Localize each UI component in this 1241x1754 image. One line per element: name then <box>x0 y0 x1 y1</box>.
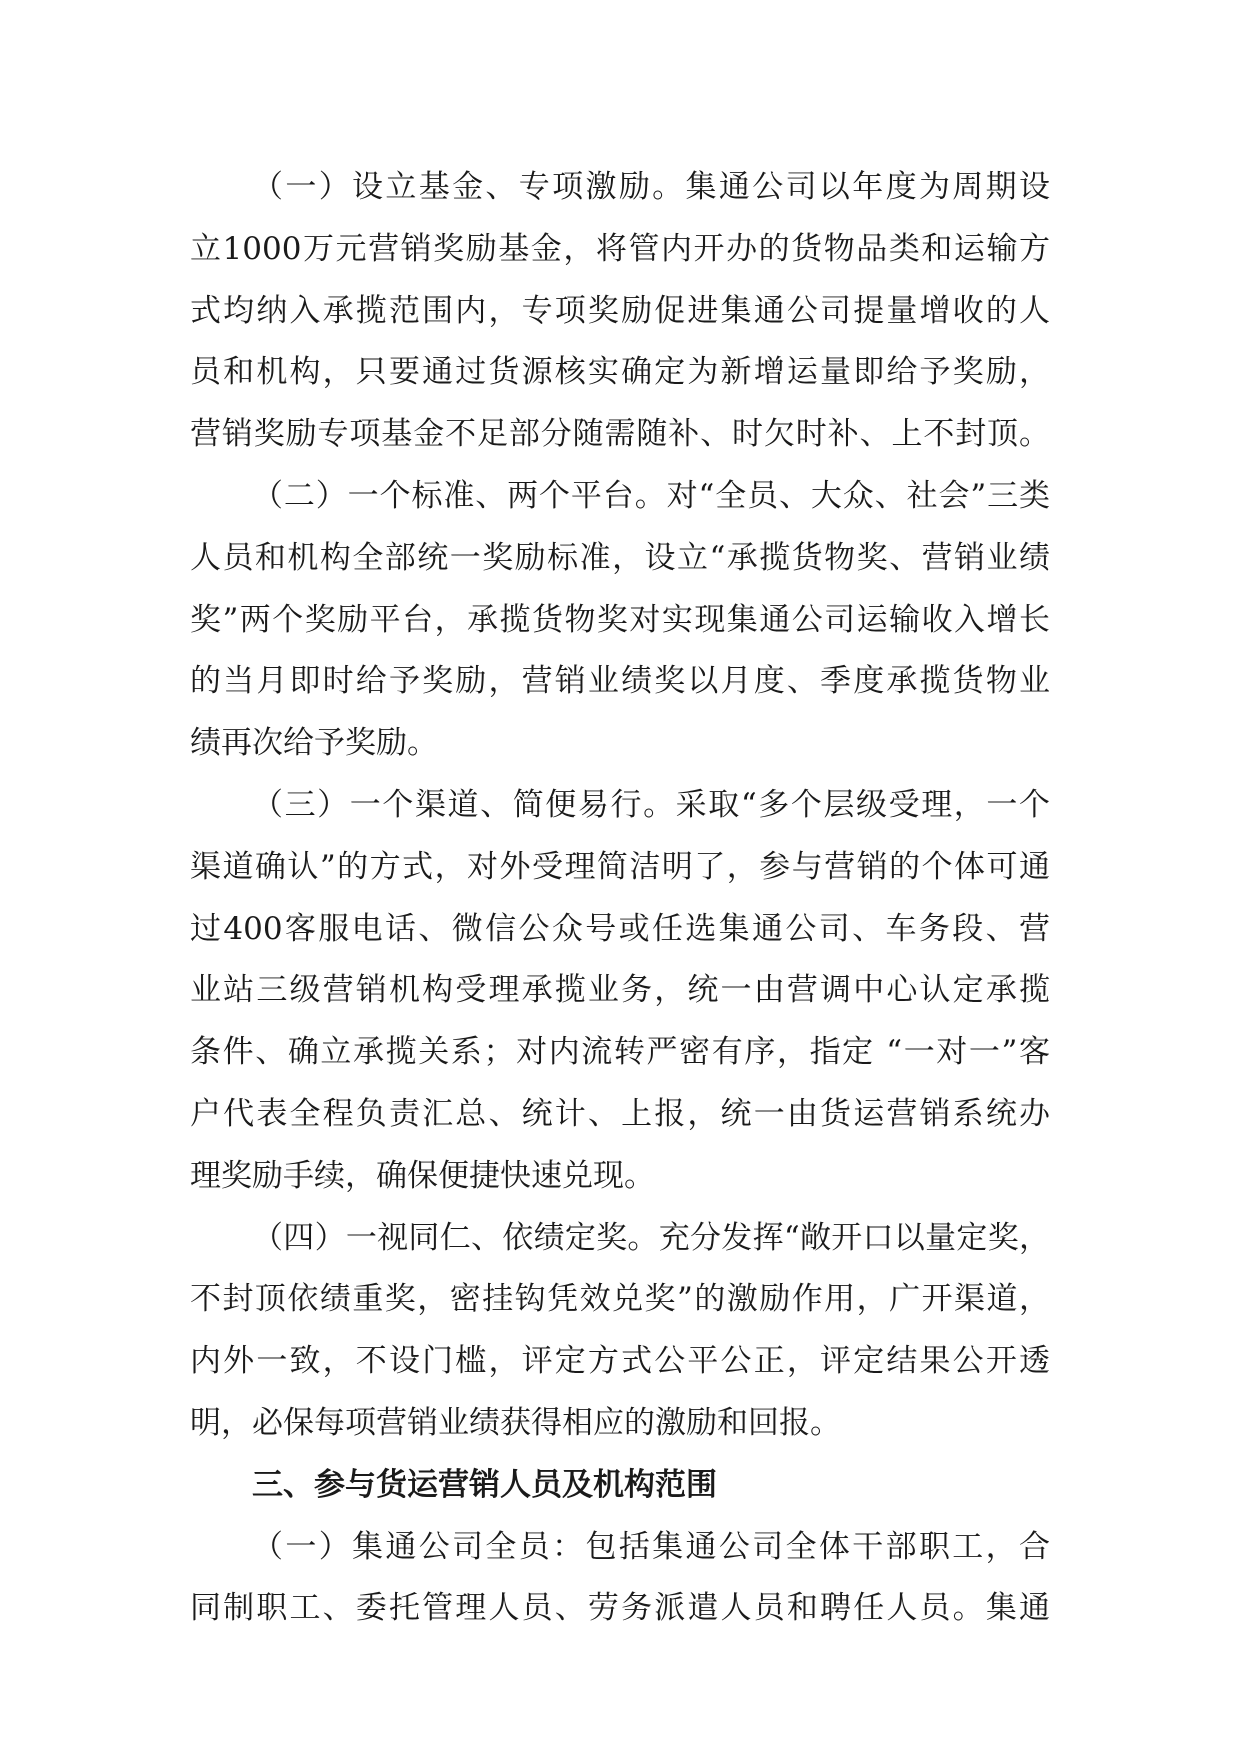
text-line: （四）一视同仁、依绩定奖。充分发挥“敞开口以量定奖， <box>252 1219 1050 1256</box>
text-line: （二）一个标准、两个平台。对“全员、大众、社会”三类 <box>252 477 1050 514</box>
text-line: （一）设立基金、专项激励。集通公司以年度为周期设 <box>252 169 1050 205</box>
text-line: 内外一致，不设门槛，评定方式公平公正，评定结果公开透 <box>190 1343 1050 1380</box>
document-body <box>190 157 1050 1640</box>
text-line: 同制职工、委托管理人员、劳务派遣人员和聘任人员。集通 <box>190 1590 1050 1627</box>
text-line: 渠道确认”的方式，对外受理简洁明了，参与营销的个体可通 <box>190 848 1050 885</box>
section-heading: 三、参与货运营销人员及机构范围 <box>252 1466 717 1503</box>
text-line: （三）一个渠道、简便易行。采取“多个层级受理，一个 <box>252 786 1050 823</box>
text-line: 人员和机构全部统一奖励标准，设立“承揽货物奖、营销业绩 <box>190 539 1050 576</box>
text-line: 员和机构，只要通过货源核实确定为新增运量即给予奖励， <box>190 354 1050 391</box>
text-line: 业站三级营销机构受理承揽业务，统一由营调中心认定承揽 <box>190 972 1050 1009</box>
text-line: 奖”两个奖励平台，承揽货物奖对实现集通公司运输收入增长 <box>190 601 1050 638</box>
text-line: 的当月即时给予奖励，营销业绩奖以月度、季度承揽货物业 <box>190 663 1050 700</box>
text-line: 绩再次给予奖励。 <box>190 725 438 762</box>
text-line: 过400客服电话、微信公众号或任选集通公司、车务段、营 <box>190 910 1050 947</box>
text-line: （一）集通公司全员：包括集通公司全体干部职工，合 <box>252 1528 1050 1565</box>
text-line: 式均纳入承揽范围内，专项奖励促进集通公司提量增收的人 <box>190 292 1050 329</box>
text-line: 条件、确立承揽关系；对内流转严密有序，指定 “一对一”客 <box>190 1034 1050 1071</box>
text-line: 立1000万元营销奖励基金，将管内开办的货物品类和运输方 <box>190 230 1050 267</box>
text-line: 户代表全程负责汇总、统计、上报，统一由货运营销系统办 <box>190 1095 1050 1132</box>
text-line: 明，必保每项营销业绩获得相应的激励和回报。 <box>190 1404 841 1441</box>
text-line: 理奖励手续，确保便捷快速兑现。 <box>190 1157 655 1194</box>
text-line: 不封顶依绩重奖，密挂钩凭效兑奖”的激励作用，广开渠道， <box>190 1281 1050 1318</box>
text-line: 营销奖励专项基金不足部分随需随补、时欠时补、上不封顶。 <box>190 416 1050 453</box>
